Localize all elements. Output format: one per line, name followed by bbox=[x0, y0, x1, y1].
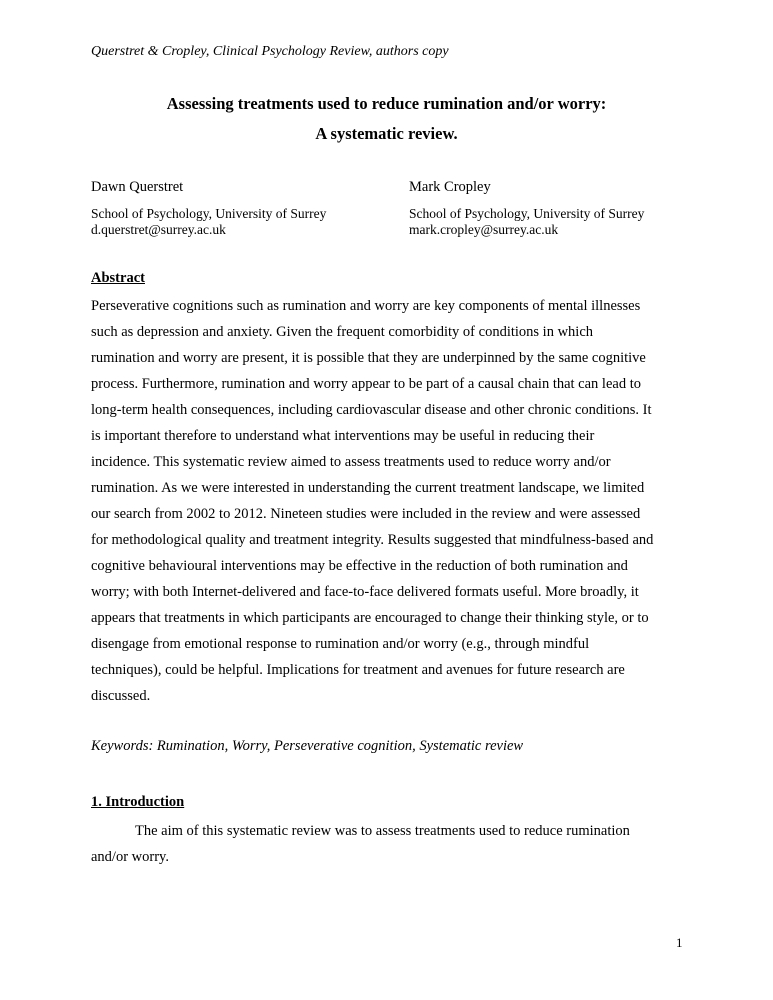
author-name: Mark Cropley bbox=[409, 179, 491, 195]
abstract-line: techniques), could be helpful. Implications for treatment and avenues for future research are bbox=[91, 662, 625, 678]
abstract-line: rumination and worry are present, it is possible that they are underpinned by the same cognitive bbox=[91, 350, 646, 366]
author-block bbox=[91, 179, 326, 238]
abstract-line: our search from 2002 to 2012. Nineteen studies were included in the review and were assessed bbox=[91, 506, 641, 522]
keywords: Keywords: Rumination, Worry, Perseverative cognition, Systematic review bbox=[91, 738, 524, 754]
abstract-line: worry; with both Internet-delivered and face-to-face delivered formats useful. More broadly, it bbox=[91, 584, 639, 600]
abstract-line: Perseverative cognitions such as rumination and worry are key components of mental illnesses bbox=[91, 298, 641, 314]
abstract-line: incidence. This systematic review aimed to assess treatments used to reduce worry and/or bbox=[91, 454, 611, 470]
introduction-body bbox=[91, 818, 691, 870]
abstract-line: long-term health consequences, including cardiovascular disease and other chronic conditions. It bbox=[91, 402, 652, 418]
author-affiliation: School of Psychology, University of Surrey bbox=[409, 206, 645, 221]
paper-title-line-1: Assessing treatments used to reduce rumination and/or worry: bbox=[166, 94, 607, 113]
abstract-line: cognitive behavioural interventions may be effective in the reduction of both rumination and bbox=[91, 558, 628, 574]
author-affiliation: School of Psychology, University of Surrey bbox=[91, 206, 327, 221]
author-email: d.querstret@surrey.ac.uk bbox=[91, 222, 226, 237]
author-email: mark.cropley@surrey.ac.uk bbox=[409, 222, 559, 237]
abstract-line: disengage from emotional response to rumination and/or worry (e.g., through mindful bbox=[91, 636, 590, 652]
introduction-heading: 1. Introduction bbox=[91, 794, 185, 810]
abstract-body bbox=[91, 293, 691, 709]
introduction-line: The aim of this systematic review was to assess treatments used to reduce rumination bbox=[135, 823, 630, 839]
abstract-line: is important therefore to understand what interventions may be useful in reducing their bbox=[91, 428, 595, 444]
abstract-line: appears that treatments in which participants are encouraged to change their thinking style, or to bbox=[91, 610, 649, 626]
abstract-line: process. Furthermore, rumination and worry appear to be part of a causal chain that can lead to bbox=[91, 376, 641, 392]
running-header: Querstret & Cropley, Clinical Psychology Review, authors copy bbox=[91, 44, 449, 59]
page-number: 1 bbox=[676, 935, 683, 950]
introduction-line: and/or worry. bbox=[91, 849, 169, 865]
abstract-heading: Abstract bbox=[91, 270, 145, 286]
abstract-line: such as depression and anxiety. Given the frequent comorbidity of conditions in which bbox=[91, 324, 594, 340]
abstract-line: discussed. bbox=[91, 688, 151, 704]
author-block bbox=[409, 179, 644, 238]
abstract-line: for methodological quality and treatment integrity. Results suggested that mindfulness-based and bbox=[91, 532, 654, 548]
paper-title-line-2: A systematic review. bbox=[315, 124, 458, 143]
author-name: Dawn Querstret bbox=[91, 179, 184, 195]
abstract-line: rumination. As we were interested in understanding the current treatment landscape, we limited bbox=[91, 480, 645, 496]
